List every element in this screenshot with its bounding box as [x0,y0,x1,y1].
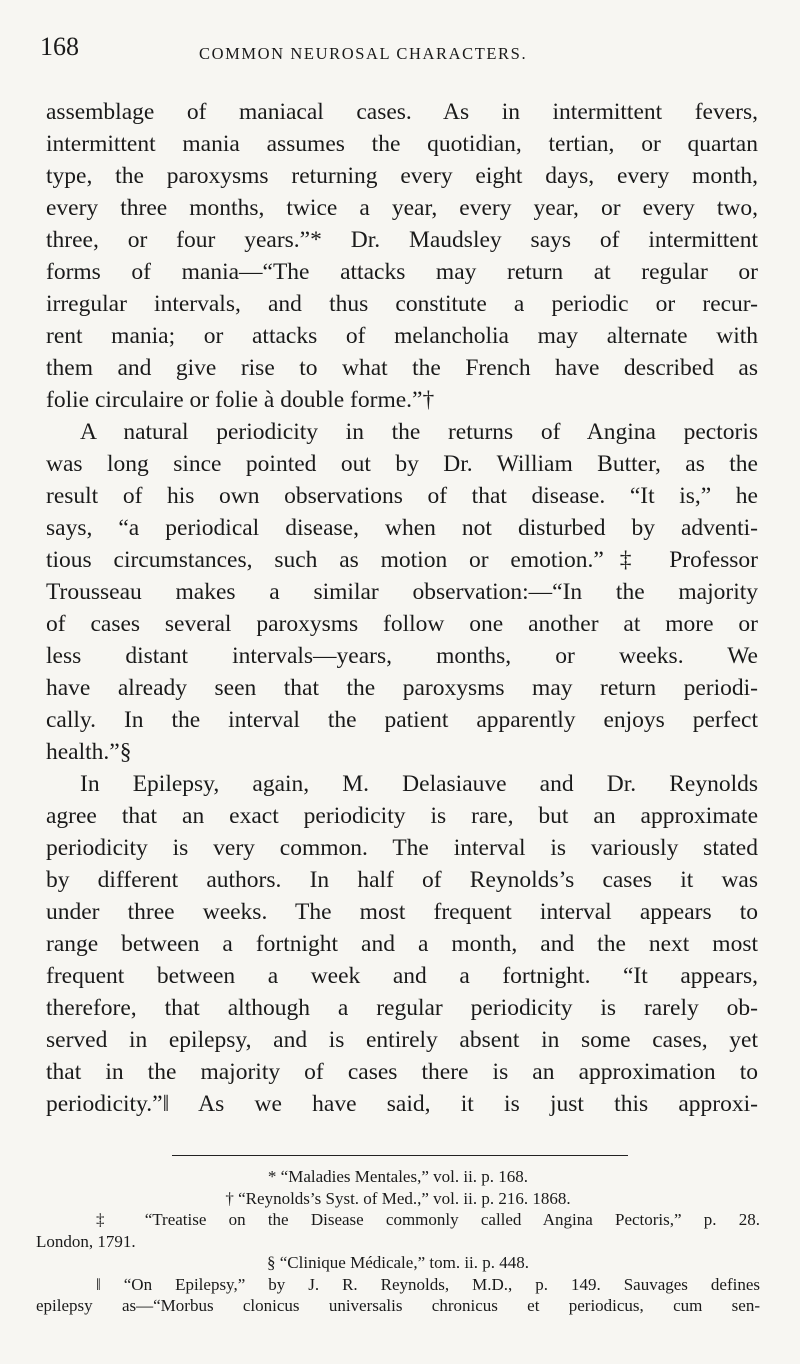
text-line: range between a fortnight and a month, and the next most [46,931,758,957]
text-line: result of his own observations of that disease. “It is,” he [46,483,758,509]
text-line: three, or four years.”* Dr. Maudsley says of intermittent [46,227,758,253]
text-line: periodicity.”‖ As we have said, it is just this approxi- [46,1091,758,1117]
text-line: Trousseau makes a similar observation:—“In the majority [46,579,758,605]
text-line: forms of mania—“The attacks may return at regular or [46,259,758,285]
footnote-line: * “Maladies Mentales,” vol. ii. p. 168. [267,1167,529,1186]
paragraph-start-line: A natural periodicity in the returns of Angina pectoris [80,419,758,445]
footnote-line: ‖ “On Epilepsy,” by J. R. Reynolds, M.D., p. 149. Sauvages defines [96,1274,760,1294]
text-line: rent mania; or attacks of melancholia may alternate with [46,323,758,349]
text-line: by different authors. In half of Reynolds’s cases it was [46,867,758,893]
text-line: folie circulaire or folie à double forme.”† [46,387,435,413]
page-number: 168 [40,32,79,61]
text-line: irregular intervals, and thus constitute a periodic or recur- [46,291,758,317]
footnote-line: † “Reynolds’s Syst. of Med.,” vol. ii. p. 216. 1868. [225,1188,571,1208]
text-line: periodicity is very common. The interval is variously stated [46,835,758,861]
footnote-line: London, 1791. [36,1231,136,1251]
text-line: assemblage of maniacal cases. As in intermittent fevers, [46,99,758,125]
text-line: intermittent mania assumes the quotidian, tertian, or quartan [46,131,758,157]
text-line: every three months, twice a year, every year, or every two, [46,195,758,221]
footnote-line: ‡ “Treatise on the Disease commonly called Angina Pectoris,” p. 28. [96,1210,760,1229]
text-line: was long since pointed out by Dr. William Butter, as the [46,451,758,477]
text-line: them and give rise to what the French have described as [46,355,758,381]
text-line: have already seen that the paroxysms may return periodi- [46,675,758,701]
text-line: says, “a periodical disease, when not disturbed by adventi- [46,515,758,541]
text-line: agree that an exact periodicity is rare, but an approximate [46,803,758,829]
text-line: tious circumstances, such as motion or emotion.”‡ Professor [46,547,758,573]
text-line: under three weeks. The most frequent interval appears to [46,899,758,925]
text-line: cally. In the interval the patient apparently enjoys perfect [46,707,758,733]
text-line: therefore, that although a regular periodicity is rarely ob- [46,995,758,1021]
text-line: that in the majority of cases there is an approximation to [46,1059,758,1085]
text-line: of cases several paroxysms follow one another at more or [46,611,758,637]
footnotes [36,1166,760,1317]
footnote-line: § “Clinique Médicale,” tom. ii. p. 448. [266,1253,530,1272]
text-line: frequent between a week and a fortnight. “It appears, [46,963,758,989]
footnote-divider [172,1155,628,1156]
text-line: health.”§ [46,739,132,765]
page-header [34,30,774,70]
text-line: type, the paroxysms returning every eight days, every month, [46,163,758,189]
body-text [46,96,758,1120]
footnote-line: epilepsy as—“Morbus clonicus universalis chronicus et periodicus, cum sen- [36,1296,760,1315]
text-line: less distant intervals—years, months, or weeks. We [46,643,758,669]
running-head: COMMON NEUROSAL CHARACTERS. [199,44,528,63]
text-line: served in epilepsy, and is entirely absent in some cases, yet [46,1027,758,1053]
paragraph-start-line: In Epilepsy, again, M. Delasiauve and Dr. Reynolds [80,771,758,797]
